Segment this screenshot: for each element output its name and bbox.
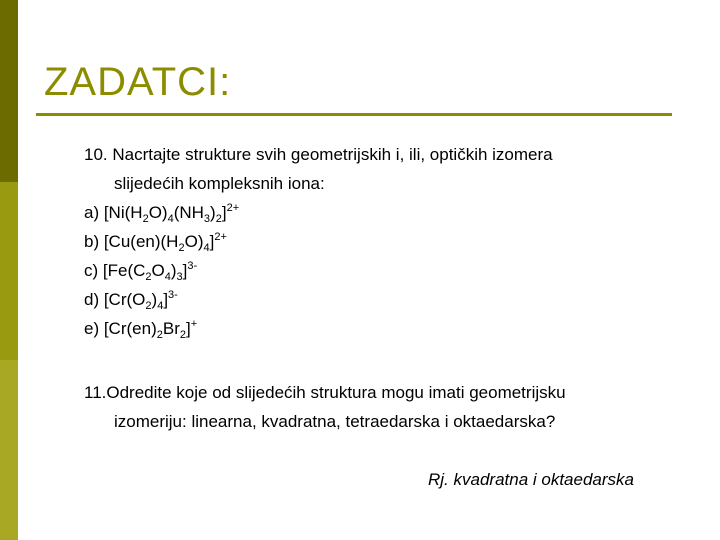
formula-text: ] (221, 203, 227, 222)
answer-text: Rj. kvadratna i oktaedarska (428, 470, 634, 489)
subscript: 4 (167, 213, 174, 225)
formula-c (84, 256, 694, 285)
formula-text: ] (185, 319, 191, 338)
subscript: 4 (203, 242, 210, 254)
formula-text: O) (148, 203, 168, 222)
formula-text: b) [Cu(en)(H (84, 232, 179, 251)
side-bar-middle (0, 182, 18, 360)
subscript: 2 (178, 242, 185, 254)
formula-text: ] (163, 290, 169, 309)
formula-b (84, 227, 694, 256)
task-content (84, 140, 694, 436)
side-bar-bottom (0, 360, 18, 540)
subscript: 2 (156, 329, 163, 341)
formula-text: O) (184, 232, 204, 251)
subscript: 4 (164, 271, 171, 283)
formula-text: Br (162, 319, 180, 338)
task10-line2: slijedećih kompleksnih iona: (114, 174, 325, 193)
formula-text: (NH (173, 203, 204, 222)
task11-line1: 11.Odredite koje od slijedećih struktura mogu imati geometrijsku (84, 383, 566, 402)
formula-text: d) [Cr(O (84, 290, 146, 309)
superscript: 2+ (214, 231, 227, 243)
page-title: ZADATCI: (44, 60, 232, 104)
formula-d (84, 285, 694, 314)
formula-text: c) [Fe(C (84, 261, 146, 280)
subscript: 4 (157, 300, 164, 312)
task10-line1: 10. Nacrtajte strukture svih geometrijskih i, ili, optičkih izomera (84, 145, 553, 164)
formula-text: a) [Ni(H (84, 203, 143, 222)
title-divider (36, 113, 672, 116)
side-bar-top (0, 0, 18, 182)
subscript: 3 (203, 213, 211, 225)
formula-text: ) (151, 290, 158, 309)
subscript: 2 (142, 213, 149, 225)
formula-text: e) [Cr(en) (84, 319, 157, 338)
subscript: 2 (145, 300, 152, 312)
formula-text: O (151, 261, 165, 280)
subscript: 2 (215, 213, 222, 225)
superscript: + (190, 318, 198, 330)
subscript: 3 (176, 271, 183, 283)
formula-text: ] (182, 261, 188, 280)
task-gap (84, 343, 694, 378)
formula-text: ) (210, 203, 216, 222)
subscript: 2 (179, 329, 186, 341)
subscript: 2 (145, 271, 152, 283)
formula-text: ) (170, 261, 177, 280)
formula-a (84, 198, 694, 227)
formula-e (84, 314, 694, 343)
task11-line2: izomeriju: linearna, kvadratna, tetraedarska i oktaedarska? (114, 412, 556, 431)
superscript: 3- (187, 260, 198, 272)
formula-text: ] (209, 232, 215, 251)
superscript: 2+ (226, 202, 240, 214)
superscript: 3- (168, 289, 178, 301)
